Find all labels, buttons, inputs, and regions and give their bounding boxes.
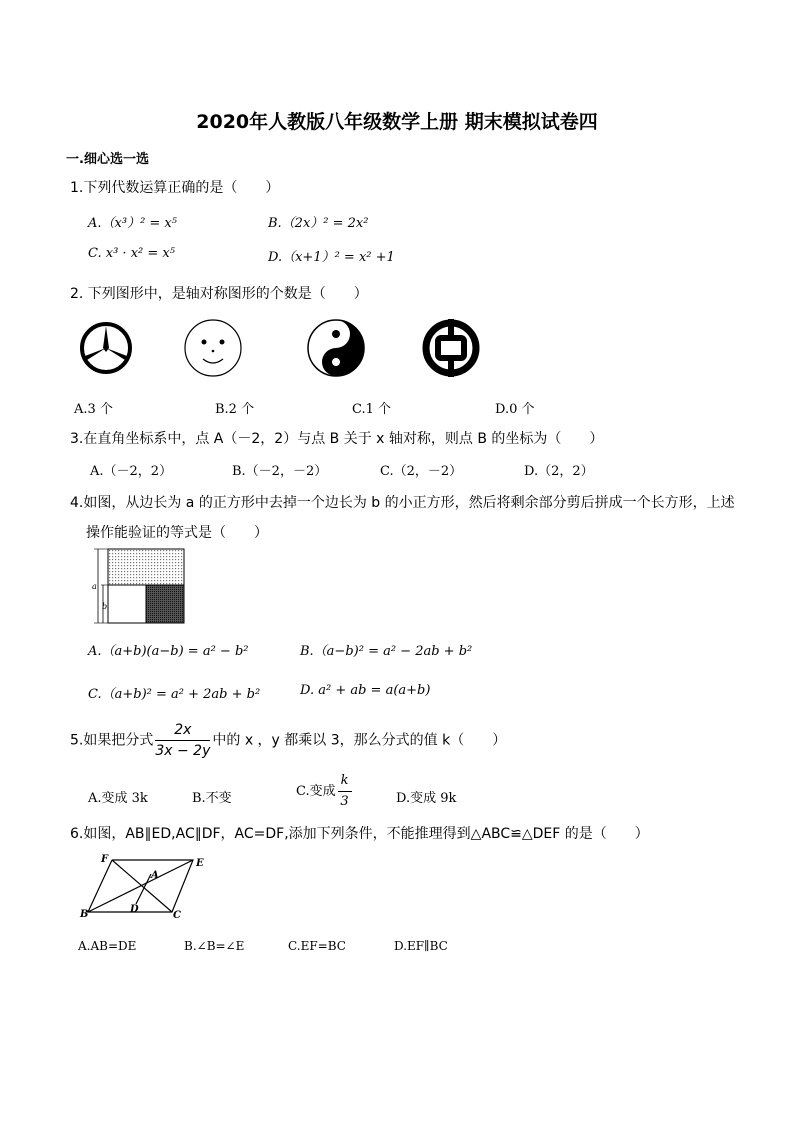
square-dissection-figure [88, 547, 188, 627]
question-1-option-c[interactable]: C. x³ · x² = x⁵ [88, 246, 175, 261]
page-title: 2020年人教版八年级数学上册 期末模拟试卷四 [196, 111, 598, 133]
question-5-option-c[interactable]: C.变成 $\frac{k}{3}$ [296, 771, 354, 812]
question-2-option-d[interactable]: D.0 个 [495, 402, 535, 417]
question-2-option-a[interactable]: A.3 个 [74, 402, 113, 417]
yin-yang-icon [306, 318, 366, 378]
question-5-stem-pre: 5.如果把分式 [70, 732, 154, 749]
question-5-fraction: $\frac{2x}{3x - 2y}$ [155, 722, 211, 759]
question-6-option-a[interactable]: A.AB=DE [78, 939, 137, 953]
question-3-option-b[interactable]: B.（－2，－2） [232, 464, 328, 479]
label-b: b [102, 602, 108, 611]
question-2-option-c[interactable]: C.1 个 [352, 402, 392, 417]
mercedes-star-icon [78, 320, 134, 376]
question-4-stem-line1: 4.如图，从边长为 a 的正方形中去掉一个边长为 b 的小正方形，然后将剩余部分剪后拼成一个长方形，上述 [70, 495, 735, 511]
question-5-option-d[interactable]: D.变成 9k [396, 791, 457, 806]
question-1-stem: 1.下列代数运算正确的是（ ） [70, 180, 280, 196]
question-3-option-a[interactable]: A.（－2，2） [90, 464, 173, 479]
svg-text:F: F [101, 854, 109, 865]
question-4-option-b[interactable]: B.（a−b)² = a² − 2ab + b² [300, 644, 473, 659]
bank-of-china-logo-icon [420, 317, 482, 379]
svg-text:B: B [80, 909, 89, 920]
question-5-stem [70, 720, 506, 761]
question-4-option-d[interactable]: D. a² + ab = a(a+b) [300, 683, 431, 698]
question-1-option-b[interactable]: B.（2x）² = 2x² [268, 216, 369, 231]
svg-text:E: E [196, 858, 204, 869]
svg-text:D: D [130, 904, 139, 915]
svg-text:C: C [173, 910, 181, 920]
question-3-option-c[interactable]: C.（2，－2） [380, 464, 463, 479]
question-6-option-c[interactable]: C.EF=BC [288, 939, 346, 953]
label-a: a [92, 582, 97, 591]
svg-text:A: A [151, 870, 159, 881]
question-1-option-a[interactable]: A.（x³）² = x⁵ [88, 216, 177, 231]
question-5-option-b[interactable]: B.不变 [192, 791, 232, 806]
question-6-option-b[interactable]: B.∠B=∠E [184, 939, 245, 953]
question-3-stem: 3.在直角坐标系中，点 A（－2，2）与点 B 关于 x 轴对称，则点 B 的坐标为（ ） [70, 431, 604, 447]
smiley-face-icon [183, 318, 243, 378]
section-heading: 一.细心选一选 [66, 152, 149, 167]
question-2-stem: 2. 下列图形中，是轴对称图形的个数是（ ） [70, 286, 368, 302]
question-4-option-a[interactable]: A.（a+b)(a−b) = a² − b² [88, 644, 249, 659]
question-3-option-d[interactable]: D.（2，2） [524, 464, 594, 479]
question-6-stem: 6.如图，AB∥ED,AC∥DF，AC=DF,添加下列条件，不能推理得到△ABC≌△DEF 的是（ ） [70, 826, 649, 842]
question-5-stem-post: 中的 x ，y 都乘以 3，那么分式的值 k（ ） [212, 732, 507, 749]
question-1-option-d[interactable]: D.（x+1）² = x² +1 [268, 250, 395, 265]
question-6-option-d[interactable]: D.EF∥BC [394, 939, 448, 953]
question-4-stem-line2: 操作能验证的等式是（ ） [86, 525, 268, 541]
question-5-option-a[interactable]: A.变成 3k [88, 791, 148, 806]
question-4-option-c[interactable]: C.（a+b)² = a² + 2ab + b² [88, 687, 261, 702]
triangle-congruence-figure [78, 850, 213, 920]
question-2-option-b[interactable]: B.2 个 [215, 402, 255, 417]
